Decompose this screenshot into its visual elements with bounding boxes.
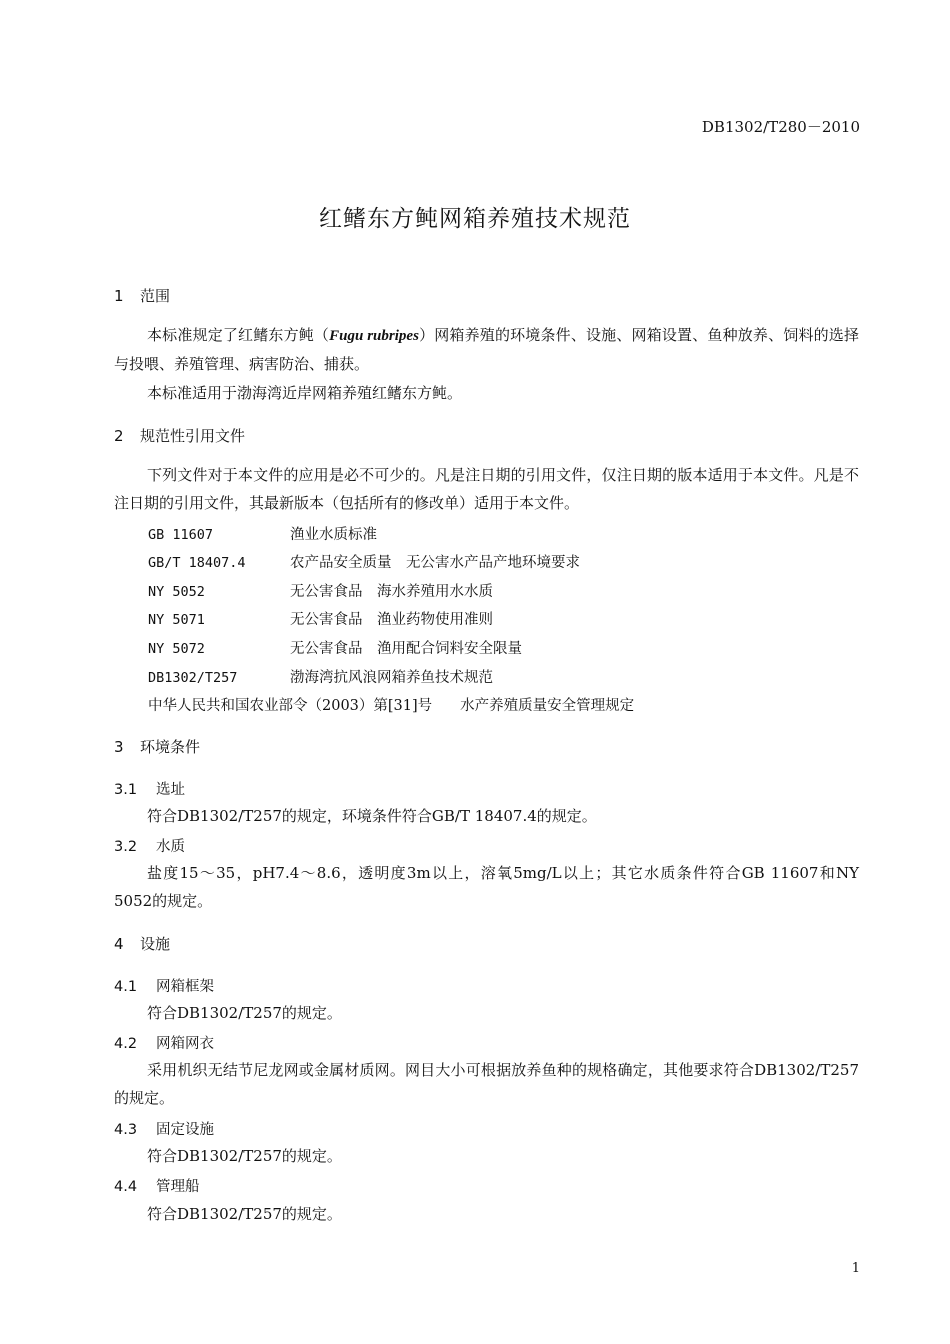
reference-row (148, 637, 522, 658)
reference-code: 中华人民共和国农业部令（2003）第[31]号 (148, 698, 433, 714)
reference-row (148, 666, 493, 687)
section-heading-4 (114, 933, 170, 954)
reference-title: 无公害食品 渔业药物使用准则 (290, 612, 493, 628)
section-heading-2 (114, 425, 245, 446)
reference-row (148, 580, 493, 601)
subsection-heading-4-1 (114, 975, 214, 996)
reference-title: 无公害食品 海水养殖用水水质 (290, 584, 493, 600)
reference-title: 水产养殖质量安全管理规定 (460, 698, 635, 714)
scope-paragraph (114, 321, 859, 378)
reference-row (148, 608, 493, 629)
cage-frame-text: 符合DB1302/T257的规定。 (147, 1004, 342, 1022)
document-title: 红鳍东方鲀网箱养殖技术规范 (319, 206, 631, 232)
reference-code: GB/T 18407.4 (148, 555, 246, 571)
section-number: 1 (114, 287, 124, 305)
section-title: 范围 (140, 287, 171, 305)
subsection-number: 4.1 (114, 979, 138, 995)
mooring-text: 符合DB1302/T257的规定。 (147, 1147, 342, 1165)
scope-text-before: 本标准规定了红鳍东方鲀（ (147, 326, 330, 344)
subsection-number: 4.2 (114, 1036, 138, 1052)
subsection-number: 3.2 (114, 839, 138, 855)
latin-species-name: Fugu rubripes (329, 328, 419, 344)
reference-code: NY 5072 (148, 641, 205, 657)
subsection-title: 水质 (156, 839, 185, 855)
subsection-number: 4.3 (114, 1122, 138, 1138)
reference-title: 无公害食品 渔用配合饲料安全限量 (290, 641, 522, 657)
reference-title: 渔业水质标准 (290, 527, 377, 543)
references-intro: 下列文件对于本文件的应用是必不可少的。凡是注日期的引用文件，仅注日期的版本适用于本文件。凡是不注日期的引用文件，其最新版本（包括所有的修改单）适用于本文件。 (114, 466, 859, 512)
subsection-heading-4-2 (114, 1032, 214, 1053)
subsection-heading-3-2 (114, 835, 185, 856)
scope-applicability: 本标准适用于渤海湾近岸网箱养殖红鳍东方鲀。 (147, 384, 463, 402)
reference-title: 农产品安全质量 无公害水产品产地环境要求 (290, 555, 580, 571)
reference-code: NY 5052 (148, 584, 205, 600)
reference-row (148, 551, 580, 572)
section-number: 2 (114, 427, 124, 445)
reference-code: NY 5071 (148, 612, 205, 628)
cage-net-text: 采用机织无结节尼龙网或金属材质网。网目大小可根据放养鱼种的规格确定，其他要求符合DB1302/T257 的规定。 (114, 1061, 859, 1107)
section-title: 环境条件 (140, 738, 201, 756)
document-code: DB1302/T280－2010 (701, 118, 860, 136)
site-selection-text: 符合DB1302/T257的规定，环境条件符合GB/T 18407.4的规定。 (147, 807, 597, 825)
section-number: 4 (114, 935, 124, 953)
section-heading-1 (114, 285, 170, 306)
management-boat-text: 符合DB1302/T257的规定。 (147, 1205, 342, 1223)
subsection-title: 网箱网衣 (156, 1036, 214, 1052)
reference-code: DB1302/T257 (148, 670, 238, 686)
water-quality-text: 盐度15～35，pH7.4～8.6，透明度3m以上，溶氧5mg/L以上；其它水质条件符合GB 11607和NY 5052的规定。 (114, 864, 859, 910)
subsection-heading-3-1 (114, 778, 185, 799)
reference-title: 渤海湾抗风浪网箱养鱼技术规范 (290, 670, 493, 686)
scope-text-after: ）网箱养殖的环境条件、设施、网箱设置、鱼种放养、饲料的选择与投喂、养殖管理、病害防治、捕获。 (114, 326, 859, 373)
reference-row (148, 523, 377, 544)
reference-row (148, 694, 634, 715)
subsection-title: 管理船 (156, 1179, 200, 1195)
subsection-title: 选址 (156, 782, 185, 798)
section-number: 3 (114, 738, 124, 756)
section-title: 设施 (140, 935, 171, 953)
section-heading-3 (114, 736, 200, 757)
subsection-number: 4.4 (114, 1179, 138, 1195)
subsection-title: 网箱框架 (156, 979, 214, 995)
subsection-number: 3.1 (114, 782, 138, 798)
section-title: 规范性引用文件 (140, 427, 246, 445)
subsection-heading-4-3 (114, 1118, 214, 1139)
page-number: 1 (851, 1261, 860, 1276)
subsection-heading-4-4 (114, 1175, 200, 1196)
reference-code: GB 11607 (148, 527, 214, 543)
subsection-title: 固定设施 (156, 1122, 214, 1138)
